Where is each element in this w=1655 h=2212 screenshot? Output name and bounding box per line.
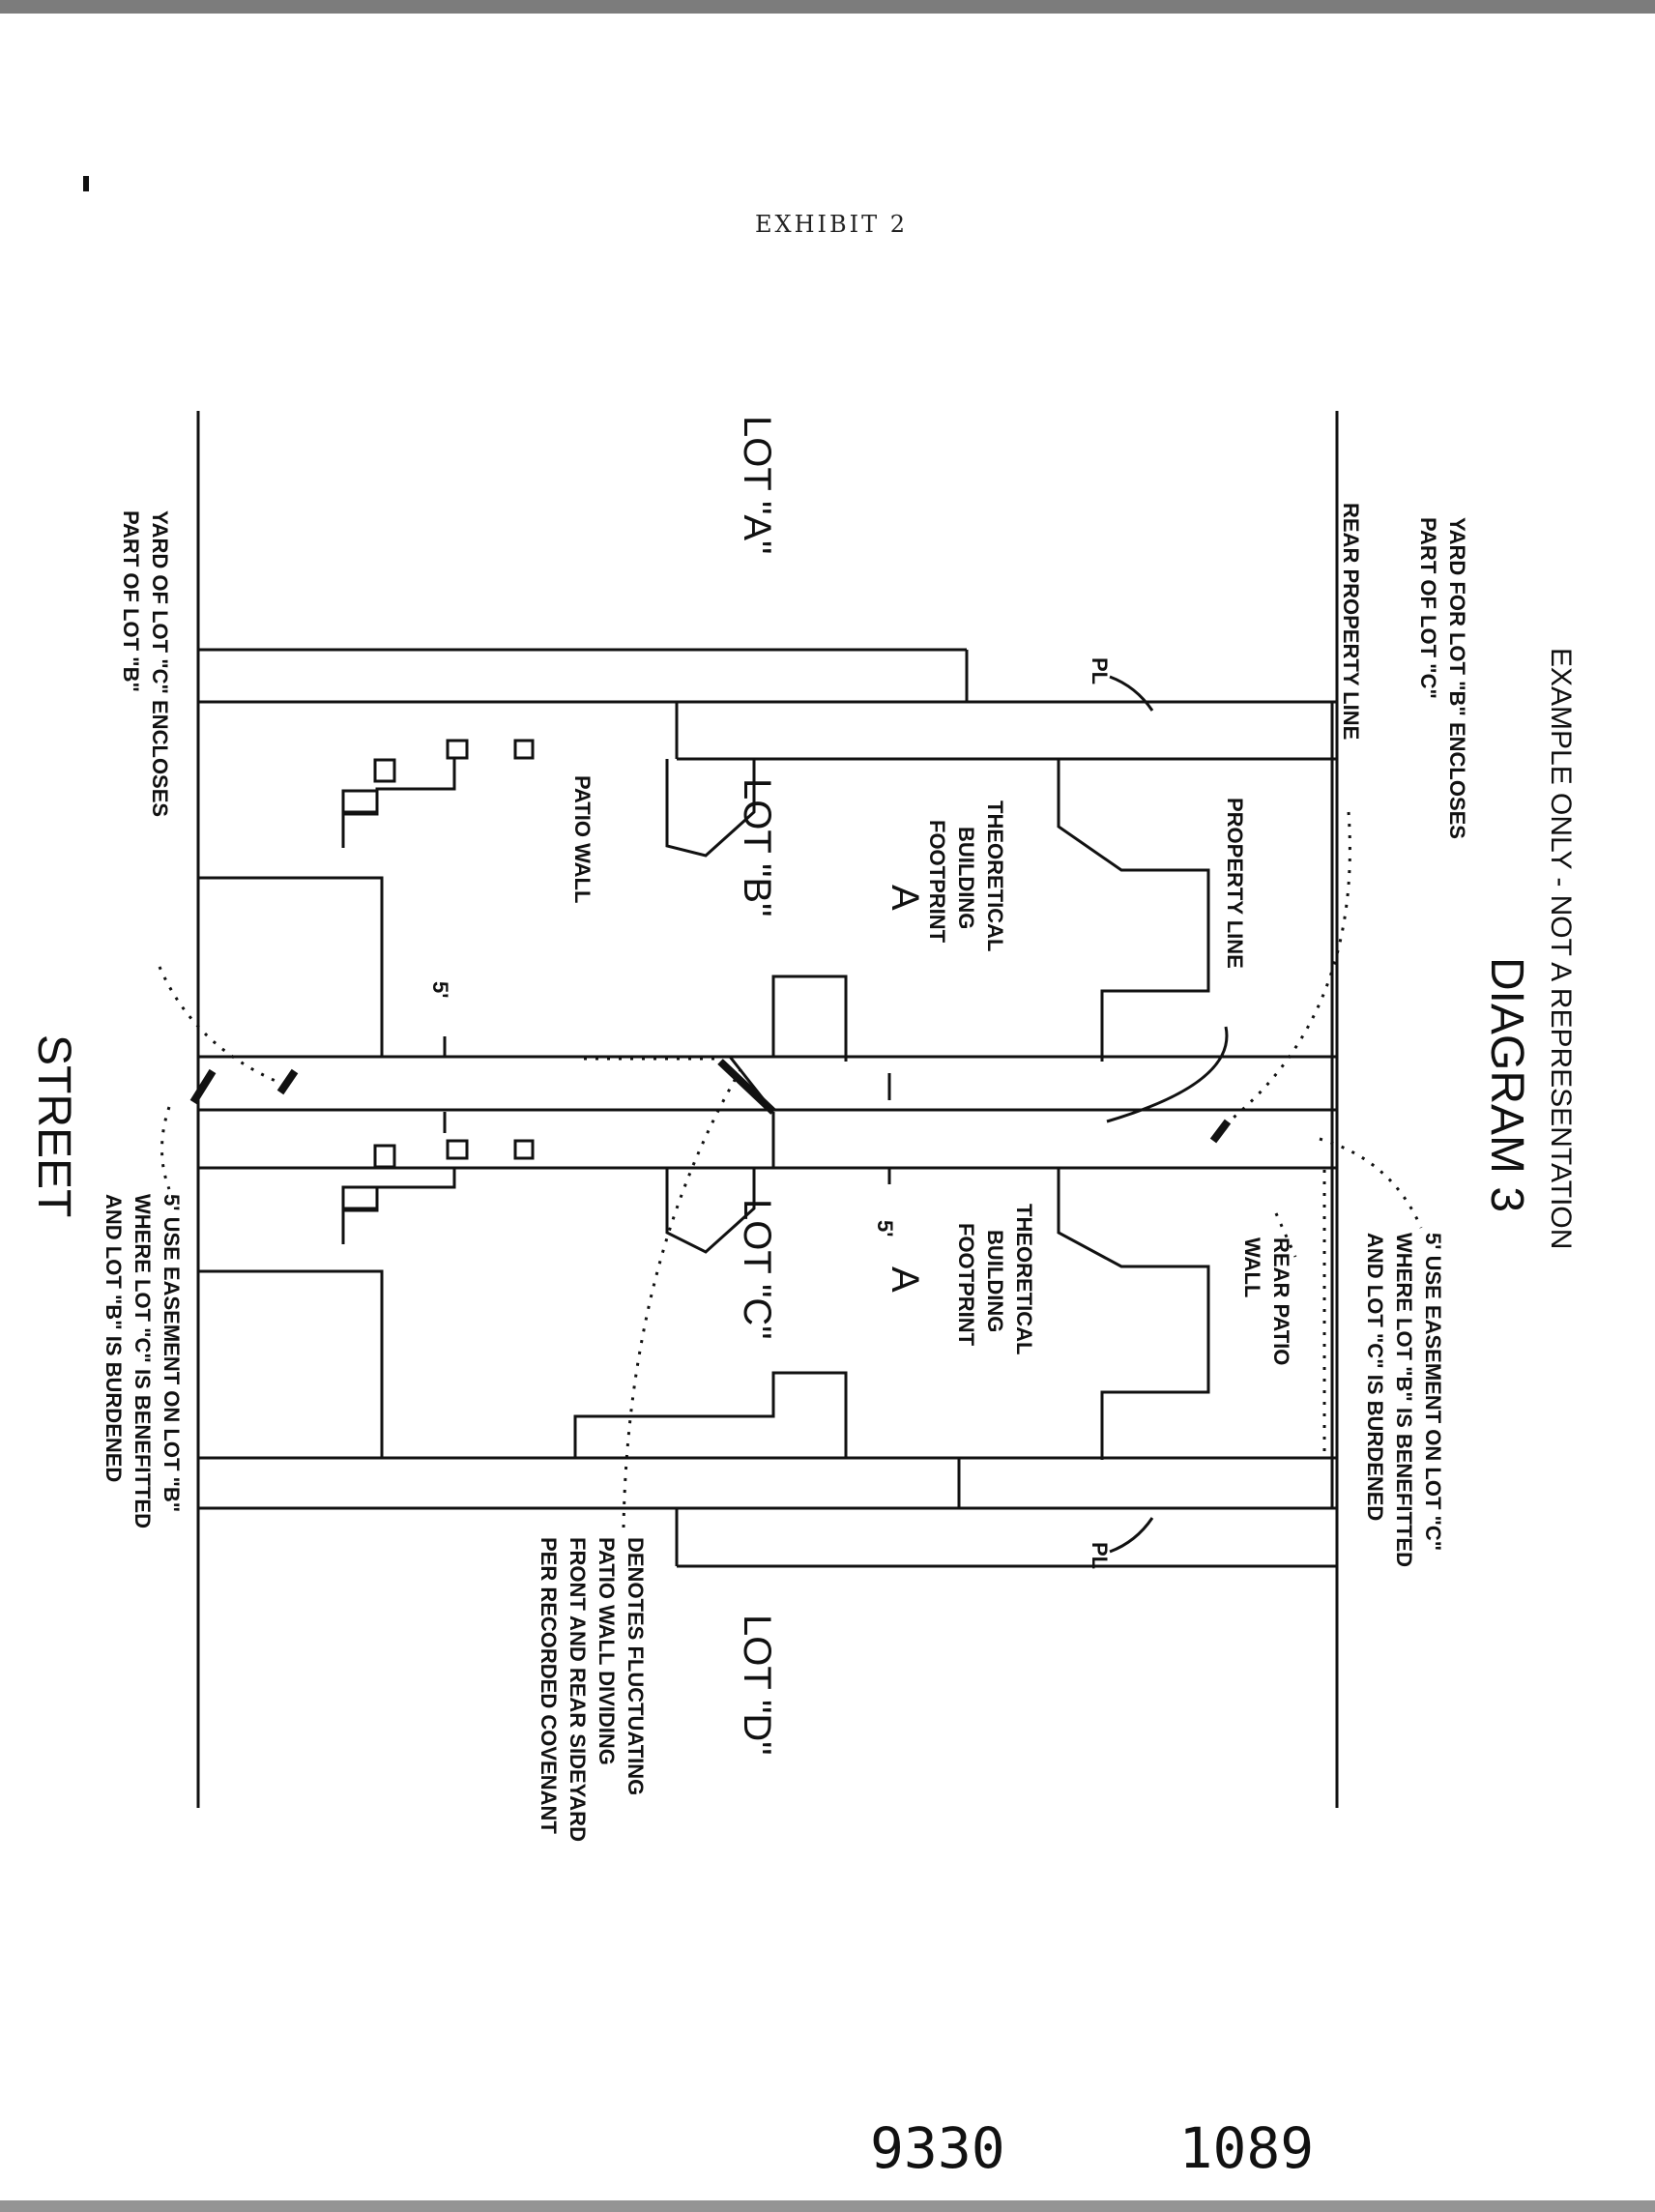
diagram-text: AND LOT "B" IS BURDENED	[102, 1194, 126, 1483]
easement-c-note	[1363, 1233, 1445, 1567]
patio-wall-label: PATIO WALL	[570, 775, 595, 904]
diagram-text: A	[884, 885, 926, 911]
easement-b-note	[102, 1194, 184, 1528]
lot-a-label: LOT "A"	[736, 416, 778, 555]
lot-c-label: LOT "C"	[736, 1199, 778, 1340]
dim-5ft-upper: 5'	[428, 981, 452, 999]
diagram-title: DIAGRAM 3	[1481, 957, 1532, 1213]
footprint-b-label	[884, 800, 1007, 951]
diagram-text: PART OF LOT "B"	[119, 510, 143, 692]
denotes-note	[537, 1537, 648, 1842]
diagram-text: FOOTPRINT	[954, 1223, 978, 1347]
diagram-text: FRONT AND REAR SIDEYARD	[566, 1537, 590, 1842]
page-numbers	[870, 2115, 1314, 2181]
yard-b-note	[1416, 517, 1469, 839]
pl-symbol-top: PL	[1088, 657, 1112, 685]
diagram-text: YARD OF LOT "C" ENCLOSES	[148, 510, 172, 818]
diagram-text: BUILDING	[983, 1230, 1007, 1333]
diagram-text: YARD FOR LOT "B" ENCLOSES	[1445, 517, 1469, 839]
diagram-text: WHERE LOT "B" IS BENEFITTED	[1392, 1233, 1416, 1567]
diagram-text: WHERE LOT "C" IS BENEFITTED	[131, 1194, 155, 1528]
diagram-text: PATIO WALL DIVIDING	[595, 1537, 619, 1765]
pl-symbol-bottom: PL	[1088, 1542, 1112, 1570]
diagram-subtitle: EXAMPLE ONLY - NOT A REPRESENTATION	[1545, 648, 1577, 1250]
diagram-text: A	[884, 1266, 926, 1293]
lot-d-label: LOT "D"	[736, 1615, 778, 1756]
diagram-text: THEORETICAL	[983, 800, 1007, 952]
dim-5ft-lower: 5'	[873, 1220, 897, 1237]
exhibit-label: EXHIBIT 2	[754, 211, 909, 238]
rear-patio-wall-line-1: REAR PATIO	[1269, 1237, 1293, 1366]
page-number: 1089	[1178, 2115, 1315, 2181]
diagram-text: DENOTES FLUCTUATING	[624, 1537, 648, 1796]
diagram-text: THEORETICAL	[1012, 1204, 1036, 1355]
diagram-text: 5' USE EASEMENT ON LOT "C"	[1421, 1233, 1445, 1552]
diagram-text: BUILDING	[954, 827, 978, 930]
diagram-text: FOOTPRINT	[925, 820, 949, 944]
footprint-c-label	[884, 1204, 1036, 1354]
doc-number: 9330	[870, 2115, 1005, 2181]
diagram-text: PART OF LOT "C"	[1416, 517, 1440, 699]
diagram-text: PER RECORDED COVENANT	[537, 1537, 561, 1834]
property-line-label: PROPERTY LINE	[1223, 798, 1247, 969]
diagram-text: 5' USE EASEMENT ON LOT "B"	[160, 1194, 184, 1513]
rear-property-line-label: REAR PROPERTY LINE	[1339, 503, 1363, 741]
rear-patio-wall-line-2: WALL	[1240, 1237, 1264, 1298]
lot-b-label: LOT "B"	[736, 778, 778, 917]
yard-c-note	[119, 510, 172, 817]
street-label: STREET	[28, 1034, 79, 1218]
diagram-text: AND LOT "C" IS BURDENED	[1363, 1233, 1387, 1522]
